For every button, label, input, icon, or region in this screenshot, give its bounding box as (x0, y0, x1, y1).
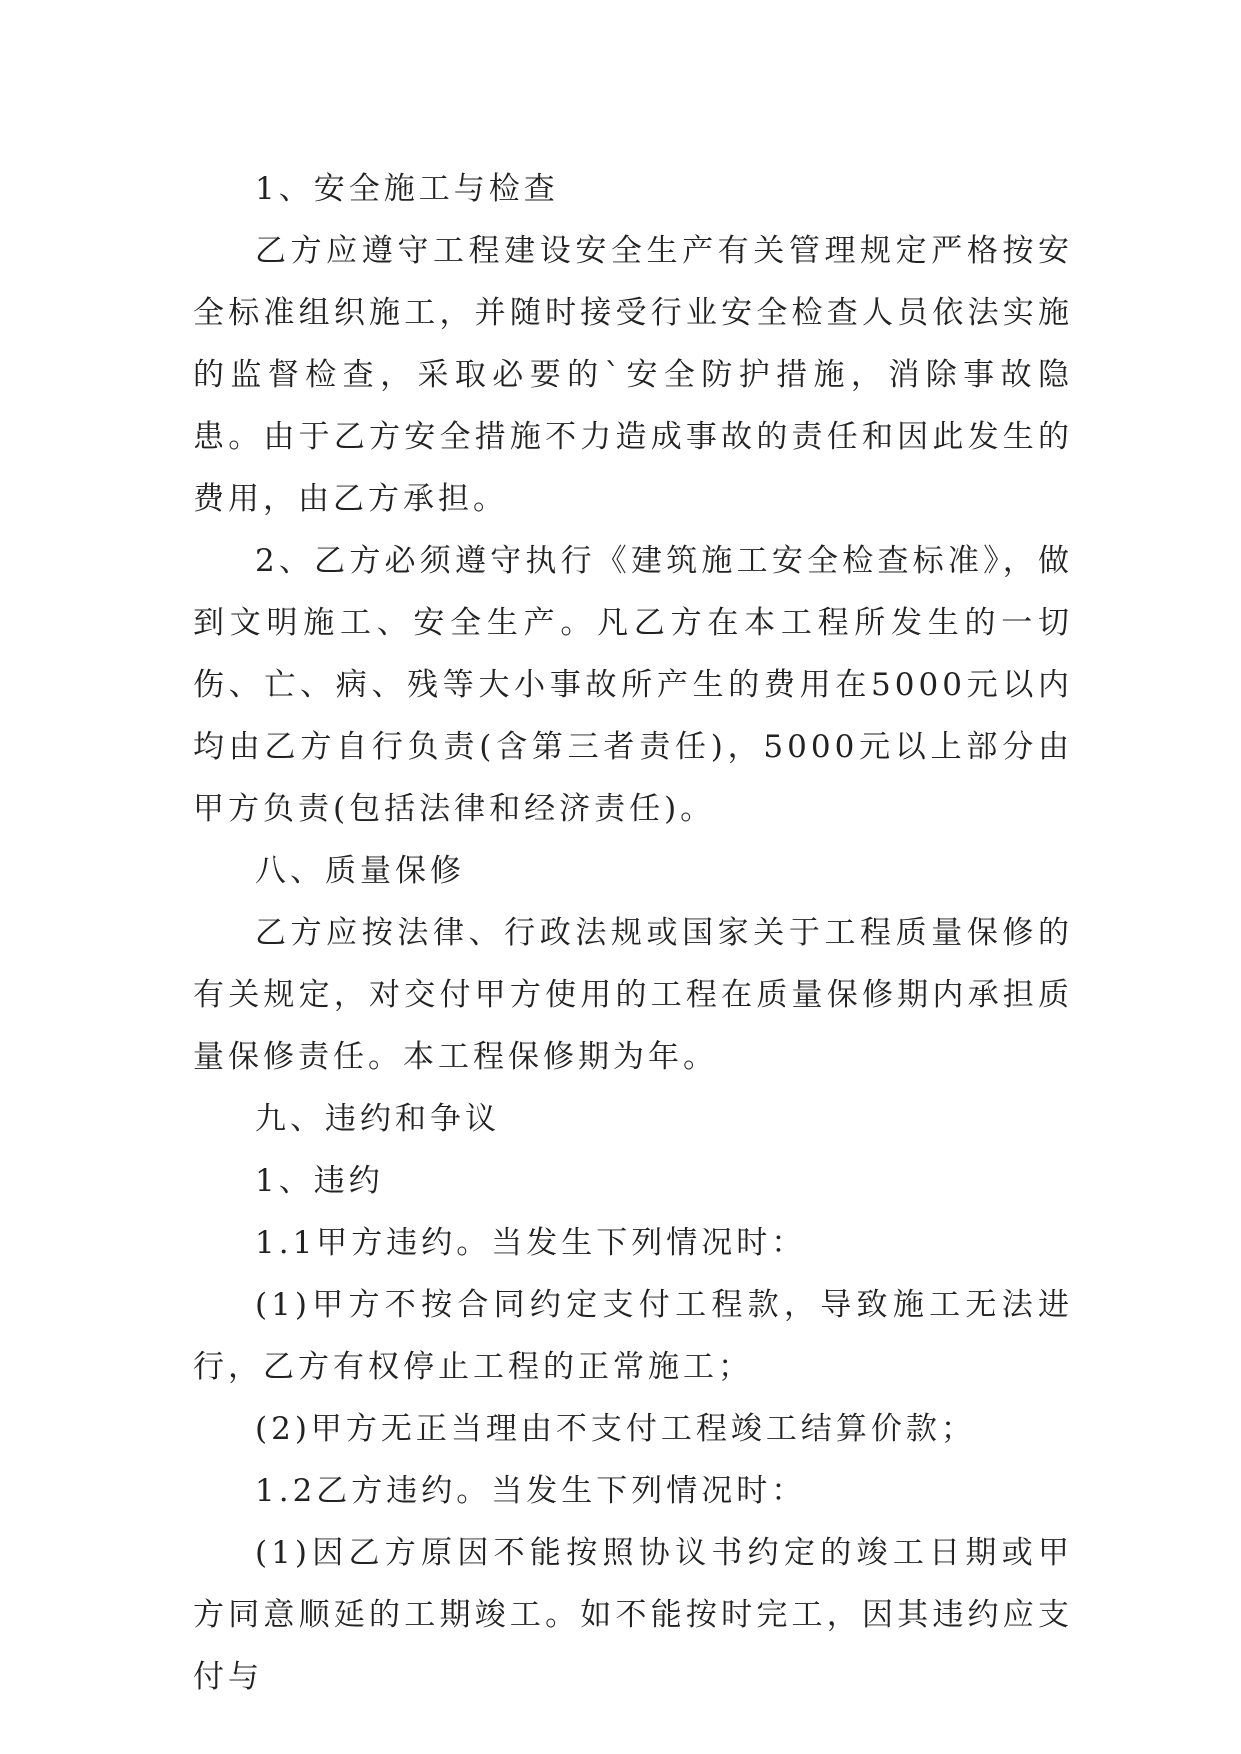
heading-quality-warranty: 八、质量保修 (255, 853, 465, 889)
paragraph-safety-standards: 2、乙方必须遵守执行《建筑施工安全检查标准》，做到文明施工、安全生产。凡乙方在本工程所发生的一切伤、亡、病、残等大小事故所产生的费用在5000元以内均由乙方自行负责(含第三者责任)，5000元以上部分由甲方负责(包括法律和经济责任)。 (193, 543, 1073, 827)
clause-party-a-breach: 1.1甲方违约。当发生下列情况时： (255, 1225, 807, 1261)
heading-safety-construction: 1、安全施工与检查 (255, 171, 559, 207)
clause-party-b-item-1: (1)因乙方原因不能按照协议书约定的竣工日期或甲方同意顺延的工期竣工。如不能按时完工，因其违约应支付与 (193, 1535, 1073, 1695)
paragraph-quality-warranty: 乙方应按法律、行政法规或国家关于工程质量保修的有关规定，对交付甲方使用的工程在质量保修期内承担质量保修责任。本工程保修期为年。 (193, 915, 1073, 1075)
heading-breach-and-dispute: 九、违约和争议 (255, 1101, 500, 1137)
clause-party-b-breach: 1.2乙方违约。当发生下列情况时： (255, 1473, 807, 1509)
heading-breach: 1、违约 (255, 1163, 384, 1199)
clause-party-a-item-2: (2)甲方无正当理由不支付工程竣工结算价款； (255, 1411, 976, 1447)
paragraph-safety-obligations: 乙方应遵守工程建设安全生产有关管理规定严格按安全标准组织施工，并随时接受行业安全检查人员依法实施的监督检查，采取必要的`安全防护措施，消除事故隐患。由于乙方安全措施不力造成事故的责任和因此发生的费用，由乙方承担。 (193, 233, 1073, 517)
document-body (193, 158, 1073, 1708)
clause-party-a-item-1: (1)甲方不按合同约定支付工程款，导致施工无法进行，乙方有权停止工程的正常施工； (193, 1287, 1073, 1385)
